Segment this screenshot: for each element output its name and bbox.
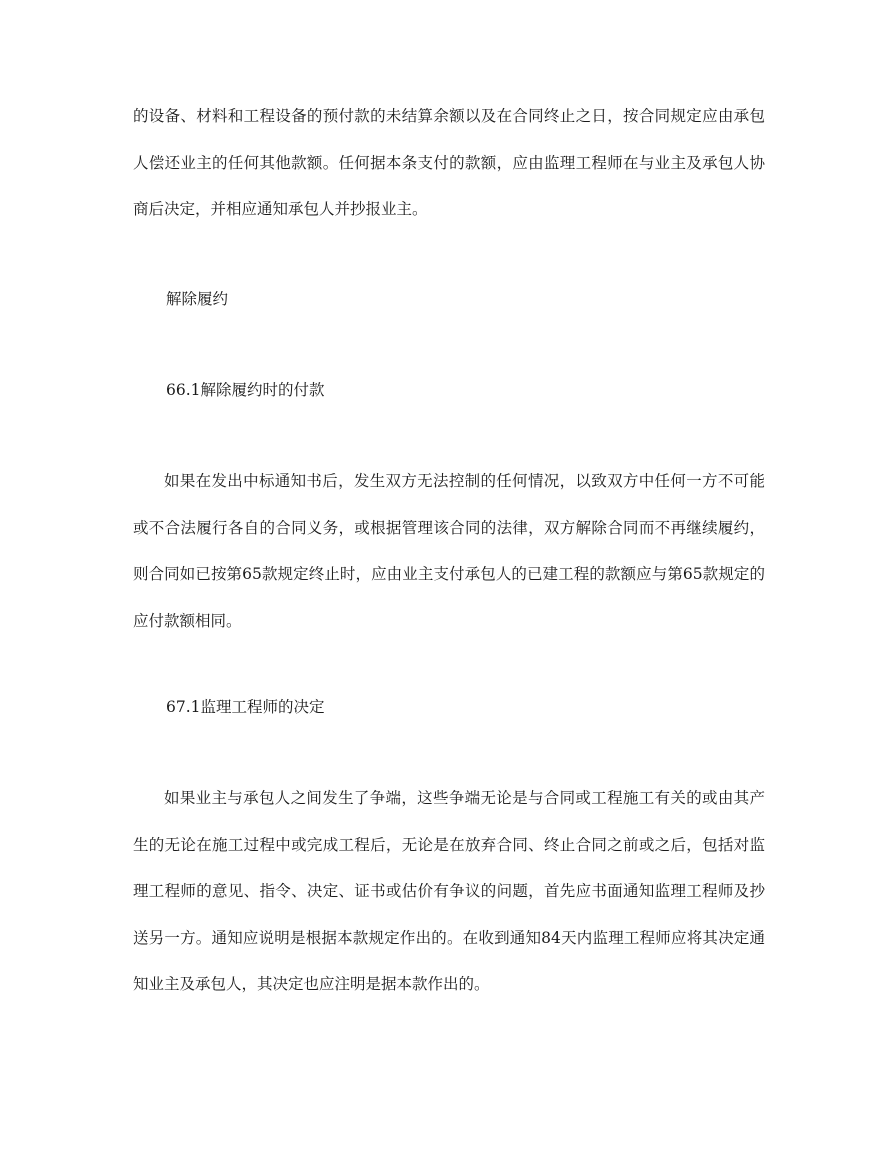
clause-heading-67-1: 67.1监理工程师的决定: [166, 698, 325, 716]
section-heading-release: 解除履约: [166, 290, 229, 308]
paragraph-engineer-decision: 如果业主与承包人之间发生了争端，这些争端无论是与合同或工程施工有关的或由其产生的无论在施工过程中或完成工程后，无论是在放弃合同、终止合同之前或之后，包括对监理工程师的意见、指令、决定、证书或估价有争议的问题，首先应书面通知监理工程师及抄送另一方。通知应说明是根据本款规定作出的。在收到通知84天内监理工程师应将其决定通知业主及承包人，其决定也应注明是据本款作出的。: [133, 789, 765, 993]
paragraph-release-payment: 如果在发出中标通知书后，发生双方无法控制的任何情况，以致双方中任何一方不可能或不合法履行各自的合同义务，或根据管理该合同的法律，双方解除合同而不再继续履约，则合同如已按第65款规定终止时，应由业主支付承包人的已建工程的款额应与第65款规定的应付款额相同。: [133, 472, 765, 630]
paragraph-payment-settlement: 的设备、材料和工程设备的预付款的未结算余额以及在合同终止之日，按合同规定应由承包人偿还业主的任何其他款额。任何据本条支付的款额，应由监理工程师在与业主及承包人协商后决定，并相应通知承包人并抄报业主。: [133, 107, 765, 218]
clause-heading-66-1: 66.1解除履约时的付款: [166, 381, 325, 399]
